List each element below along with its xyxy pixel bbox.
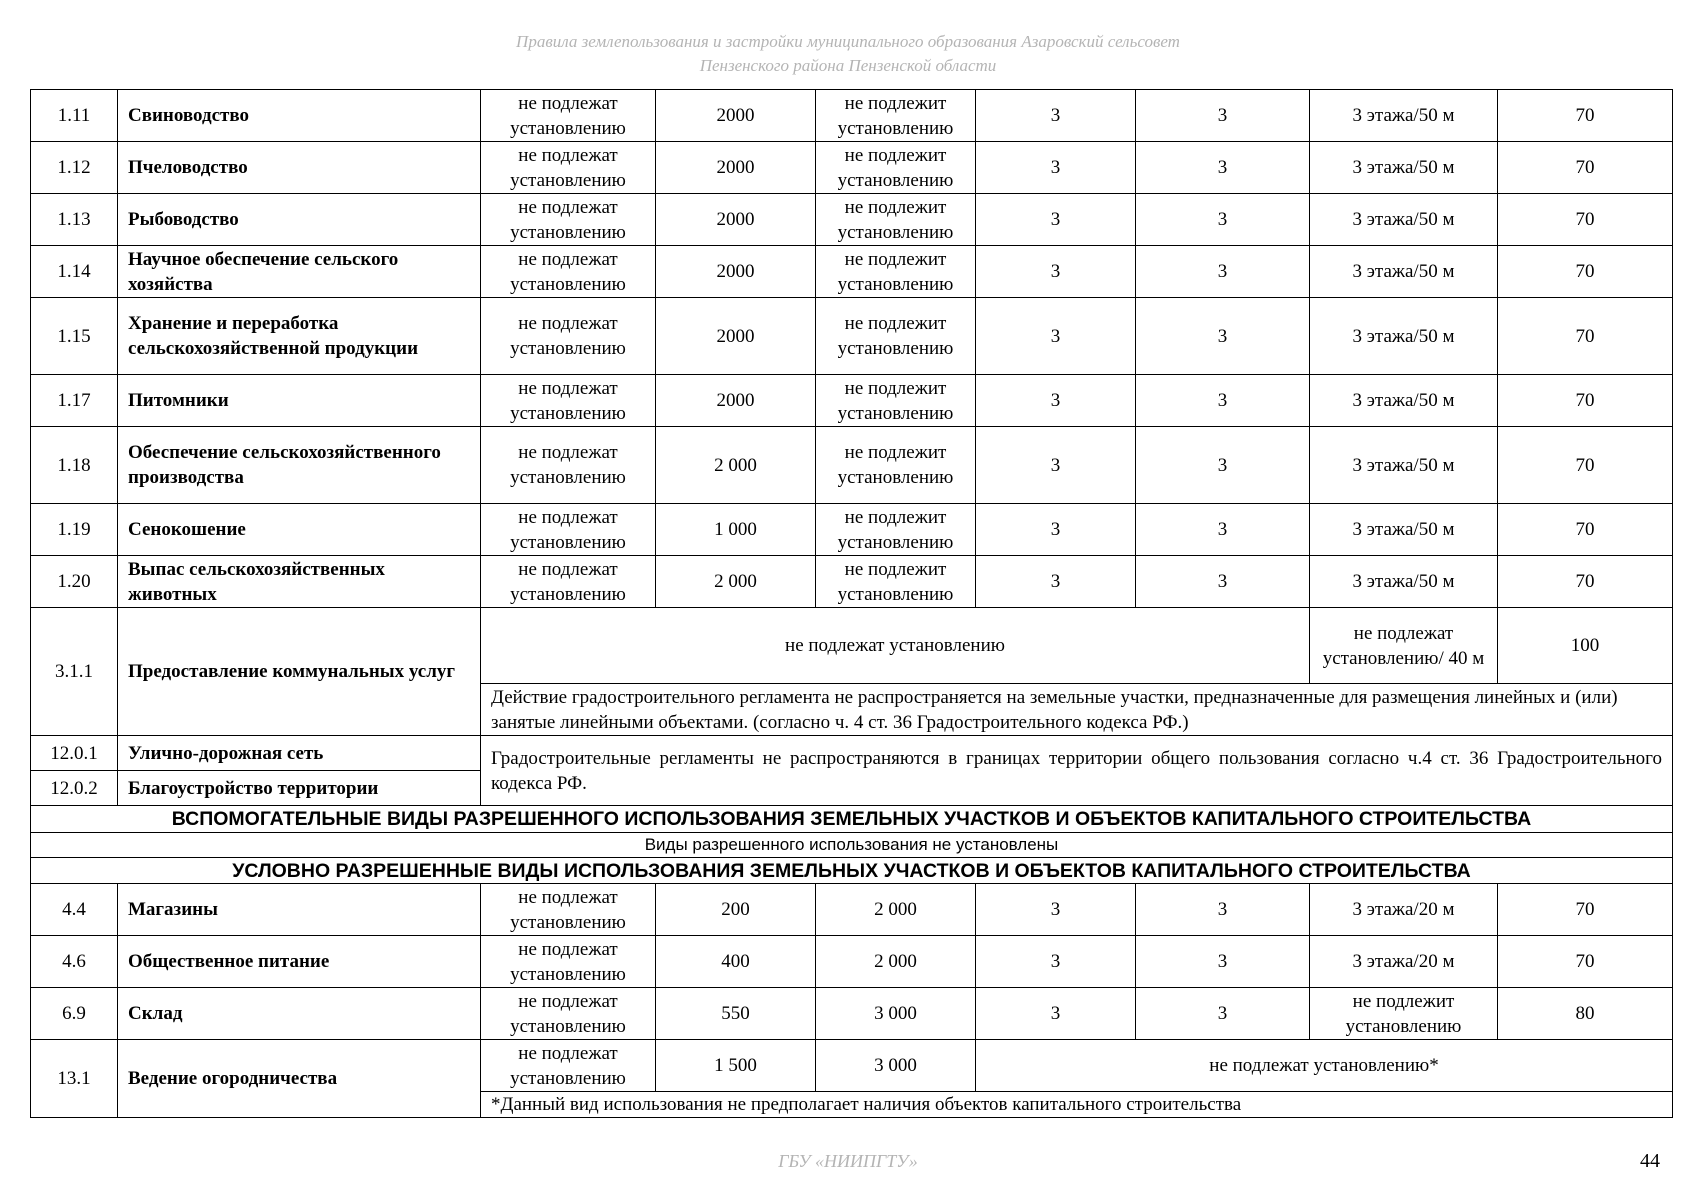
row-code: 1.17 bbox=[31, 375, 118, 427]
row-value: 70 bbox=[1498, 504, 1673, 556]
row-value: 3 этажа/50 м bbox=[1310, 194, 1498, 246]
row-name: Магазины bbox=[118, 884, 481, 936]
row-value: 3 bbox=[1136, 556, 1310, 608]
row-value: 3 bbox=[1136, 298, 1310, 375]
row-code: 6.9 bbox=[31, 988, 118, 1040]
row-value: 3 этажа/50 м bbox=[1310, 427, 1498, 504]
row-name: Пчеловодство bbox=[118, 142, 481, 194]
table-row bbox=[31, 556, 1673, 608]
row-value: 3 этажа/50 м bbox=[1310, 142, 1498, 194]
row-value: 3 bbox=[976, 375, 1136, 427]
row-value: не подлежит установлению bbox=[816, 556, 976, 608]
row-value: 3 этажа/50 м bbox=[1310, 375, 1498, 427]
row-note: Градостроительные регламенты не распространяются в границах территории общего пользования согласно ч.4 ст. 36 Градостроительного кодекса РФ. bbox=[481, 736, 1673, 806]
row-value: 550 bbox=[656, 988, 816, 1040]
header-line-1: Правила землепользования и застройки муниципального образования Азаровский сельсовет bbox=[516, 32, 1180, 51]
table-row bbox=[31, 936, 1673, 988]
table-row bbox=[31, 298, 1673, 375]
row-value: не подлежат установлению bbox=[481, 884, 656, 936]
table-row bbox=[31, 1040, 1673, 1092]
footer-org: ГБУ «НИИПГТУ» bbox=[778, 1151, 918, 1171]
row-value: 70 bbox=[1498, 90, 1673, 142]
table-row bbox=[31, 90, 1673, 142]
row-value: 2000 bbox=[656, 246, 816, 298]
row-value: 70 bbox=[1498, 246, 1673, 298]
table-row bbox=[31, 194, 1673, 246]
section-note: Виды разрешенного использования не установлены bbox=[31, 833, 1673, 858]
row-value: не подлежат установлению bbox=[481, 246, 656, 298]
row-value: 3 000 bbox=[816, 988, 976, 1040]
row-value: 3 этажа/20 м bbox=[1310, 884, 1498, 936]
row-value: не подлежат установлению bbox=[481, 1040, 656, 1092]
row-code: 1.13 bbox=[31, 194, 118, 246]
row-code: 1.19 bbox=[31, 504, 118, 556]
regulations-table bbox=[30, 89, 1673, 1118]
row-value: 400 bbox=[656, 936, 816, 988]
row-value: не подлежат установлению bbox=[481, 142, 656, 194]
row-value: 2000 bbox=[656, 194, 816, 246]
row-value: 3 bbox=[1136, 194, 1310, 246]
row-name: Свиноводство bbox=[118, 90, 481, 142]
row-value: не подлежит установлению bbox=[816, 427, 976, 504]
row-value: не подлежат установлению bbox=[481, 504, 656, 556]
row-value: 3 bbox=[1136, 246, 1310, 298]
row-name: Ведение огородничества bbox=[118, 1040, 481, 1118]
row-name: Сенокошение bbox=[118, 504, 481, 556]
row-value: 70 bbox=[1498, 936, 1673, 988]
row-value: 3 bbox=[1136, 936, 1310, 988]
row-code: 1.11 bbox=[31, 90, 118, 142]
row-name: Улично-дорожная сеть bbox=[118, 736, 481, 771]
table-row bbox=[31, 246, 1673, 298]
row-value: 3 этажа/50 м bbox=[1310, 298, 1498, 375]
row-value: 3 bbox=[976, 427, 1136, 504]
table-row bbox=[31, 608, 1673, 684]
section-row bbox=[31, 858, 1673, 884]
row-value: 1 500 bbox=[656, 1040, 816, 1092]
row-name: Обеспечение сельскохозяйственного производства bbox=[118, 427, 481, 504]
row-value: не подлежат установлению bbox=[481, 194, 656, 246]
row-name: Питомники bbox=[118, 375, 481, 427]
row-value: не подлежит установлению bbox=[1310, 988, 1498, 1040]
document-header bbox=[0, 30, 1696, 78]
section-row bbox=[31, 806, 1673, 833]
section-title: ВСПОМОГАТЕЛЬНЫЕ ВИДЫ РАЗРЕШЕННОГО ИСПОЛЬЗОВАНИЯ ЗЕМЕЛЬНЫХ УЧАСТКОВ И ОБЪЕКТОВ КАПИТАЛЬНОГО СТРОИТЕЛЬСТВА bbox=[31, 806, 1673, 833]
merged-value: не подлежат установлению bbox=[481, 608, 1310, 684]
row-value: 3 bbox=[976, 194, 1136, 246]
row-value: 3 bbox=[976, 988, 1136, 1040]
row-value: не подлежат установлению bbox=[481, 375, 656, 427]
row-code: 13.1 bbox=[31, 1040, 118, 1118]
row-value: не подлежат установлению/ 40 м bbox=[1310, 608, 1498, 684]
row-value: 3 bbox=[1136, 375, 1310, 427]
row-code: 4.4 bbox=[31, 884, 118, 936]
row-note: Действие градостроительного регламента не распространяется на земельные участки, предназначенные для размещения линейных и (или) занятые линейными объектами. (согласно ч. 4 ст. 36 Градостроительного кодекса РФ.) bbox=[481, 684, 1673, 736]
section-title: УСЛОВНО РАЗРЕШЕННЫЕ ВИДЫ ИСПОЛЬЗОВАНИЯ ЗЕМЕЛЬНЫХ УЧАСТКОВ И ОБЪЕКТОВ КАПИТАЛЬНОГО СТРОИТЕЛЬСТВА bbox=[31, 858, 1673, 884]
table-row bbox=[31, 142, 1673, 194]
row-value: 3 этажа/50 м bbox=[1310, 90, 1498, 142]
row-name: Выпас сельскохозяйственных животных bbox=[118, 556, 481, 608]
row-value: 3 этажа/20 м bbox=[1310, 936, 1498, 988]
row-value: не подлежит установлению bbox=[816, 298, 976, 375]
section-row bbox=[31, 833, 1673, 858]
row-value: 70 bbox=[1498, 884, 1673, 936]
row-value: не подлежат установлению bbox=[481, 90, 656, 142]
row-note: *Данный вид использования не предполагает наличия объектов капитального строительства bbox=[481, 1092, 1673, 1118]
row-value: 70 bbox=[1498, 142, 1673, 194]
row-name: Предоставление коммунальных услуг bbox=[118, 608, 481, 736]
table-row bbox=[31, 988, 1673, 1040]
row-value: 70 bbox=[1498, 298, 1673, 375]
row-value: 2000 bbox=[656, 142, 816, 194]
row-value: 70 bbox=[1498, 194, 1673, 246]
row-code: 1.12 bbox=[31, 142, 118, 194]
row-value: не подлежит установлению bbox=[816, 375, 976, 427]
row-value: 2000 bbox=[656, 375, 816, 427]
row-value: 3 bbox=[1136, 504, 1310, 556]
row-value: 2 000 bbox=[816, 884, 976, 936]
row-value: не подлежат установлению bbox=[481, 427, 656, 504]
table-body bbox=[31, 90, 1673, 1118]
row-value: 3 bbox=[1136, 427, 1310, 504]
row-value: 2 000 bbox=[656, 427, 816, 504]
row-value: 2 000 bbox=[656, 556, 816, 608]
row-name: Хранение и переработка сельскохозяйственной продукции bbox=[118, 298, 481, 375]
row-code: 1.20 bbox=[31, 556, 118, 608]
row-value: 2 000 bbox=[816, 936, 976, 988]
row-code: 12.0.1 bbox=[31, 736, 118, 771]
page-number: 44 bbox=[1640, 1150, 1660, 1172]
table-row bbox=[31, 375, 1673, 427]
row-value: 3 bbox=[976, 556, 1136, 608]
row-value: 3 000 bbox=[816, 1040, 976, 1092]
row-value: 200 bbox=[656, 884, 816, 936]
row-value: 3 этажа/50 м bbox=[1310, 246, 1498, 298]
row-value: 70 bbox=[1498, 427, 1673, 504]
row-value: не подлежат установлению bbox=[481, 298, 656, 375]
row-code: 4.6 bbox=[31, 936, 118, 988]
row-value: не подлежит установлению bbox=[816, 90, 976, 142]
row-value: не подлежат установлению bbox=[481, 936, 656, 988]
row-value: не подлежит установлению bbox=[816, 142, 976, 194]
row-code: 3.1.1 bbox=[31, 608, 118, 736]
row-code: 1.15 bbox=[31, 298, 118, 375]
row-value: 3 bbox=[1136, 90, 1310, 142]
row-value: 1 000 bbox=[656, 504, 816, 556]
row-value: 70 bbox=[1498, 375, 1673, 427]
row-value: не подлежит установлению bbox=[816, 194, 976, 246]
row-name: Склад bbox=[118, 988, 481, 1040]
row-name: Рыбоводство bbox=[118, 194, 481, 246]
merged-value: не подлежат установлению* bbox=[976, 1040, 1673, 1092]
row-value: 3 bbox=[1136, 988, 1310, 1040]
row-value: 3 bbox=[976, 298, 1136, 375]
row-name: Научное обеспечение сельского хозяйства bbox=[118, 246, 481, 298]
row-code: 1.18 bbox=[31, 427, 118, 504]
row-value: 3 bbox=[976, 246, 1136, 298]
row-value: 70 bbox=[1498, 556, 1673, 608]
header-line-2: Пензенского района Пензенской области bbox=[699, 56, 997, 75]
row-value: не подлежит установлению bbox=[816, 246, 976, 298]
row-code: 12.0.2 bbox=[31, 771, 118, 806]
row-value: 80 bbox=[1498, 988, 1673, 1040]
row-value: 2000 bbox=[656, 298, 816, 375]
row-value: 100 bbox=[1498, 608, 1673, 684]
row-value: не подлежат установлению bbox=[481, 556, 656, 608]
row-value: 3 bbox=[976, 936, 1136, 988]
row-value: 3 этажа/50 м bbox=[1310, 504, 1498, 556]
row-name: Общественное питание bbox=[118, 936, 481, 988]
row-value: не подлежат установлению bbox=[481, 988, 656, 1040]
row-value: 3 bbox=[976, 142, 1136, 194]
row-value: 3 bbox=[1136, 884, 1310, 936]
row-code: 1.14 bbox=[31, 246, 118, 298]
row-value: не подлежит установлению bbox=[816, 504, 976, 556]
table-row bbox=[31, 736, 1673, 771]
row-value: 3 bbox=[1136, 142, 1310, 194]
row-value: 3 этажа/50 м bbox=[1310, 556, 1498, 608]
row-value: 3 bbox=[976, 90, 1136, 142]
table-row bbox=[31, 427, 1673, 504]
table-row bbox=[31, 884, 1673, 936]
row-value: 3 bbox=[976, 884, 1136, 936]
table-row bbox=[31, 504, 1673, 556]
row-value: 2000 bbox=[656, 90, 816, 142]
row-name: Благоустройство территории bbox=[118, 771, 481, 806]
row-value: 3 bbox=[976, 504, 1136, 556]
